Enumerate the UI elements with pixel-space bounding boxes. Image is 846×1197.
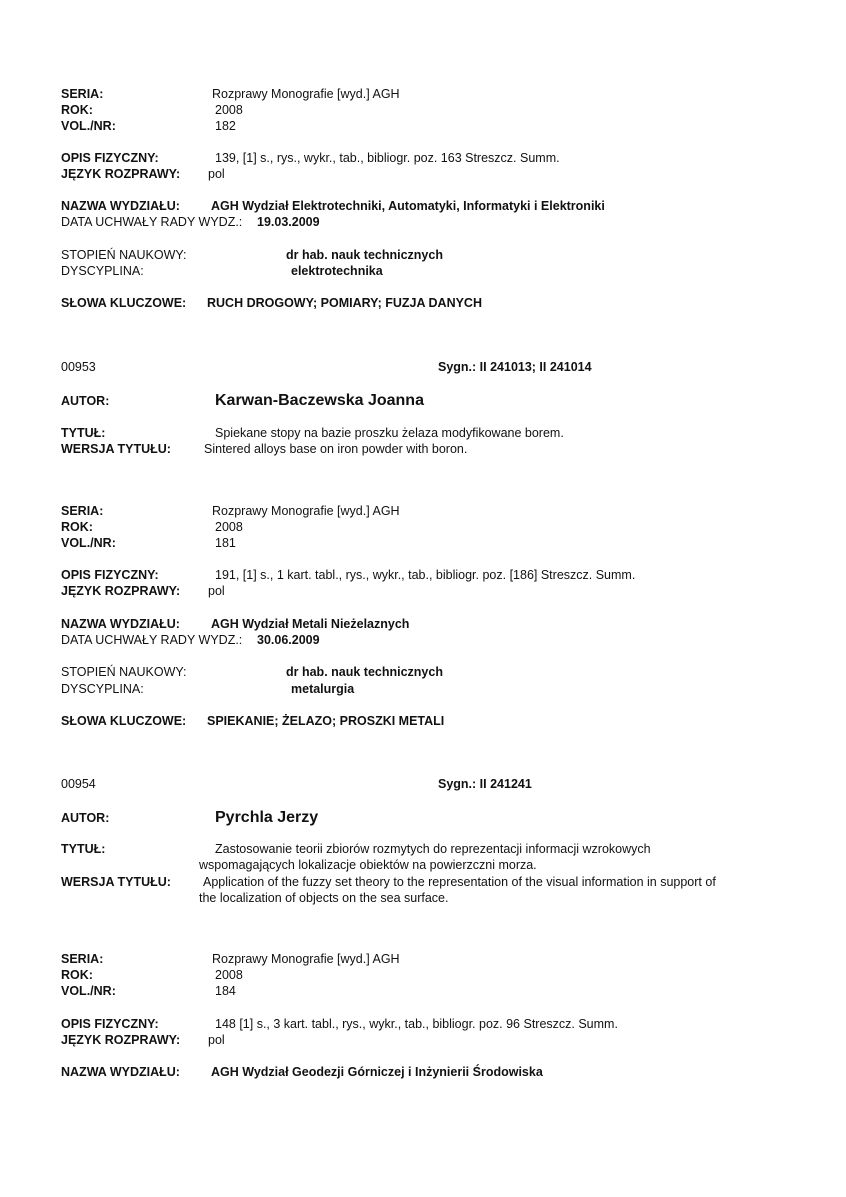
rok-value: 2008 [215, 968, 243, 982]
vol-label: VOL./NR: [61, 119, 116, 133]
autor-value: Pyrchla Jerzy [215, 809, 319, 826]
wersja-value: Sintered alloys base on iron powder with boron. [204, 442, 468, 456]
jezyk-label: JĘZYK ROZPRAWY: [61, 584, 181, 598]
rok-value: 2008 [215, 520, 243, 534]
tytul-value-line2: wspomagających lokalizacje obiektów na powierzczni morza. [199, 858, 537, 872]
data-label: DATA UCHWAŁY RADY WYDZ.: [61, 633, 243, 647]
slowa-value: SPIEKANIE; ŻELAZO; PROSZKI METALI [207, 714, 445, 728]
seria-label: SERIA: [61, 952, 104, 966]
vol-label: VOL./NR: [61, 984, 116, 998]
wydzial-label: NAZWA WYDZIAŁU: [61, 199, 180, 213]
stopien-label: STOPIEŃ NAUKOWY: [61, 665, 187, 679]
data-value: 30.06.2009 [257, 633, 320, 647]
rok-label: ROK: [61, 520, 93, 534]
dyscyplina-label: DYSCYPLINA: [61, 682, 144, 696]
seria-value: Rozprawy Monografie [wyd.] AGH [212, 952, 400, 966]
slowa-label: SŁOWA KLUCZOWE: [61, 714, 187, 728]
wersja-label: WERSJA TYTUŁU: [61, 875, 171, 889]
autor-label: AUTOR: [61, 394, 110, 408]
seria-value: Rozprawy Monografie [wyd.] AGH [212, 504, 400, 518]
opis-value: 191, [1] s., 1 kart. tabl., rys., wykr., tab., bibliogr. poz. [186] Streszcz. Summ. [215, 568, 636, 582]
jezyk-label: JĘZYK ROZPRAWY: [61, 167, 181, 181]
stopien-value: dr hab. nauk technicznych [286, 248, 443, 262]
sygnatura: Sygn.: II 241241 [438, 777, 532, 791]
tytul-value-line1: Zastosowanie teorii zbiorów rozmytych do reprezentacji informacji wzrokowych [215, 842, 651, 856]
data-label: DATA UCHWAŁY RADY WYDZ.: [61, 215, 243, 229]
wydzial-label: NAZWA WYDZIAŁU: [61, 617, 180, 631]
jezyk-value: pol [208, 1033, 225, 1047]
stopien-label: STOPIEŃ NAUKOWY: [61, 248, 187, 262]
opis-label: OPIS FIZYCZNY: [61, 568, 159, 582]
seria-value: Rozprawy Monografie [wyd.] AGH [212, 87, 400, 101]
rok-label: ROK: [61, 968, 93, 982]
dyscyplina-label: DYSCYPLINA: [61, 264, 144, 278]
autor-value: Karwan-Baczewska Joanna [215, 392, 424, 409]
slowa-label: SŁOWA KLUCZOWE: [61, 296, 187, 310]
wydzial-label: NAZWA WYDZIAŁU: [61, 1065, 180, 1079]
opis-value: 148 [1] s., 3 kart. tabl., rys., wykr., tab., bibliogr. poz. 96 Streszcz. Summ. [215, 1017, 618, 1031]
jezyk-label: JĘZYK ROZPRAWY: [61, 1033, 181, 1047]
jezyk-value: pol [208, 167, 225, 181]
vol-value: 184 [215, 984, 236, 998]
sygnatura: Sygn.: II 241013; II 241014 [438, 360, 592, 374]
stopien-value: dr hab. nauk technicznych [286, 665, 443, 679]
dyscyplina-value: elektrotechnika [291, 264, 383, 278]
slowa-value: RUCH DROGOWY; POMIARY; FUZJA DANYCH [207, 296, 482, 310]
wydzial-value: AGH Wydział Elektrotechniki, Automatyki, Informatyki i Elektroniki [211, 199, 605, 213]
wersja-value-line2: the localization of objects on the sea surface. [199, 891, 449, 905]
vol-label: VOL./NR: [61, 536, 116, 550]
wydzial-value: AGH Wydział Geodezji Górniczej i Inżynierii Środowiska [211, 1065, 543, 1079]
wersja-value-line1: Application of the fuzzy set theory to the representation of the visual information in support of [203, 875, 716, 889]
rok-value: 2008 [215, 103, 243, 117]
opis-label: OPIS FIZYCZNY: [61, 1017, 159, 1031]
jezyk-value: pol [208, 584, 225, 598]
record-number: 00954 [61, 777, 96, 791]
dyscyplina-value: metalurgia [291, 682, 355, 696]
record-number: 00953 [61, 360, 96, 374]
vol-value: 182 [215, 119, 236, 133]
tytul-label: TYTUŁ: [61, 426, 106, 440]
autor-label: AUTOR: [61, 811, 110, 825]
seria-label: SERIA: [61, 87, 104, 101]
wydzial-value: AGH Wydział Metali Nieżelaznych [211, 617, 410, 631]
data-value: 19.03.2009 [257, 215, 320, 229]
wersja-label: WERSJA TYTUŁU: [61, 442, 171, 456]
tytul-value: Spiekane stopy na bazie proszku żelaza modyfikowane borem. [215, 426, 564, 440]
opis-value: 139, [1] s., rys., wykr., tab., bibliogr. poz. 163 Streszcz. Summ. [215, 151, 560, 165]
opis-label: OPIS FIZYCZNY: [61, 151, 159, 165]
rok-label: ROK: [61, 103, 93, 117]
vol-value: 181 [215, 536, 236, 550]
seria-label: SERIA: [61, 504, 104, 518]
tytul-label: TYTUŁ: [61, 842, 106, 856]
